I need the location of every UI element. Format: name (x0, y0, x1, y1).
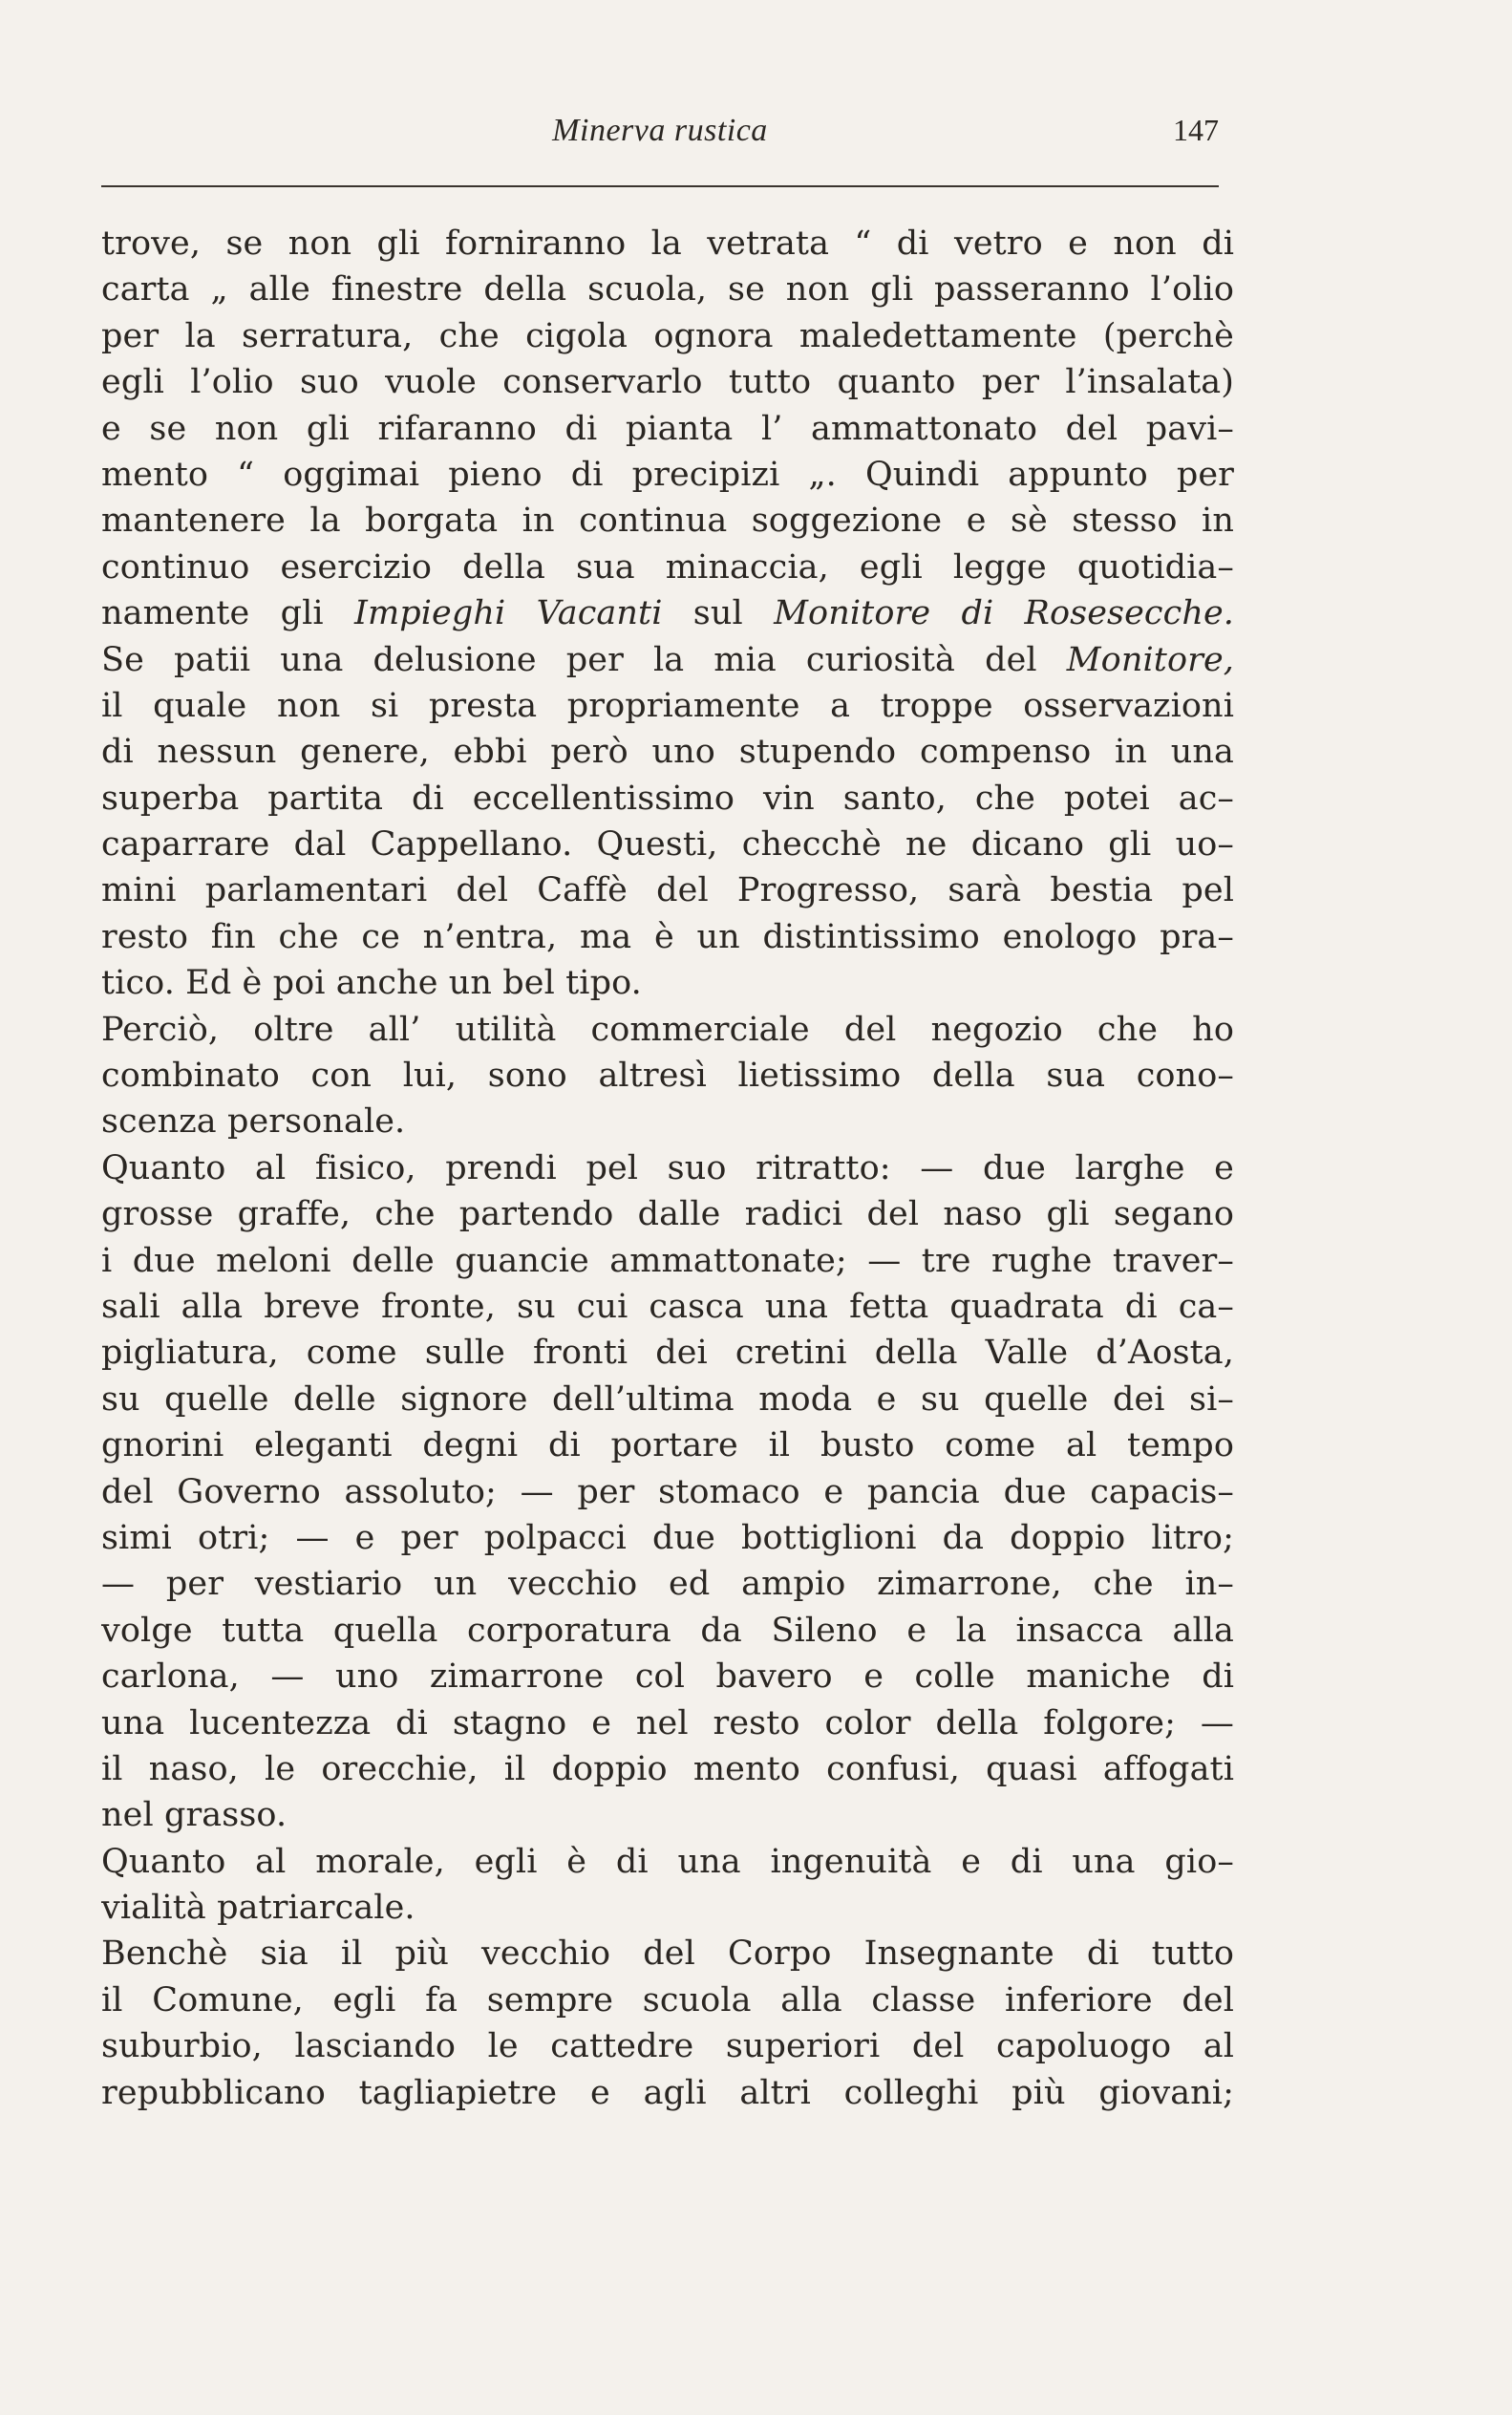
italic-text: Monitore, (1066, 640, 1234, 679)
text-run: Quanto al morale, egli è di una ingenuità e di una gio– (101, 1842, 1234, 1881)
text-run: Se patii una delusione per la mia curiosità del (101, 640, 1067, 679)
text-line (101, 590, 1234, 636)
text-line (101, 498, 1234, 544)
text-run: il quale non si presta propriamente a troppe osservazioni (101, 686, 1234, 725)
text-run: del Governo assoluto; — per stomaco e pancia due capacis– (101, 1472, 1234, 1511)
text-line (101, 1700, 1234, 1746)
text-run: il naso, le orecchie, il doppio mento confusi, quasi affogati (101, 1749, 1234, 1788)
text-line (101, 1007, 1234, 1053)
text-run: egli l’olio suo vuole conservarlo tutto quanto per l’insalata) (101, 363, 1234, 402)
text-line (101, 1839, 1234, 1885)
text-run: carta „ alle finestre della scuola, se non gli passeranno l’olio (101, 270, 1234, 310)
text-line (101, 867, 1234, 913)
text-run: namente gli (101, 594, 355, 633)
text-line (101, 1191, 1234, 1237)
text-run: repubblicano tagliapietre e agli altri colleghi più giovani; (101, 2073, 1234, 2112)
text-run: Perciò, oltre all’ utilità commerciale del negozio che ho (101, 1010, 1234, 1049)
text-run: Quanto al fisico, prendi pel suo ritratto: — due larghe e (101, 1148, 1234, 1187)
text-run: per la serratura, che cigola ognora maledettamente (perchè (101, 316, 1234, 355)
text-run: sul (662, 594, 775, 633)
text-run: carlona, — uno zimarrone col bavero e colle maniche di (101, 1657, 1234, 1697)
text-run: superba partita di eccellentissimo vin santo, che potei ac– (101, 779, 1234, 818)
text-run: Benchè sia il più vecchio del Corpo Insegnante di tutto (101, 1934, 1234, 1974)
text-line (101, 1053, 1234, 1099)
text-line (101, 1377, 1234, 1422)
text-line (101, 452, 1234, 498)
text-line (101, 1561, 1234, 1607)
body-text (101, 221, 1234, 2116)
text-run: di nessun genere, ebbi però uno stupendo compenso in una (101, 733, 1234, 772)
text-line (101, 1515, 1234, 1561)
text-line (101, 406, 1234, 452)
text-line (101, 776, 1234, 822)
text-line (101, 914, 1234, 960)
text-run: mantenere la borgata in continua soggezione e sè stesso in (101, 502, 1234, 541)
text-line (101, 1469, 1234, 1515)
text-run: gnorini eleganti degni di portare il busto come al tempo (101, 1426, 1234, 1465)
text-line (101, 1284, 1234, 1330)
text-run: scenza personale. (101, 1102, 406, 1142)
text-line (101, 1099, 1234, 1144)
text-line (101, 545, 1234, 590)
text-line (101, 729, 1234, 775)
text-line (101, 1654, 1234, 1699)
text-run: combinato con lui, sono altresì lietissimo della sua cono– (101, 1057, 1234, 1096)
page-number: 147 (1173, 113, 1219, 147)
text-line (101, 637, 1234, 683)
text-run: trove, se non gli forniranno la vetrata “ di vetro e non di (101, 224, 1234, 263)
text-run: il Comune, egli fa sempre scuola alla classe inferiore del (101, 1980, 1234, 2020)
text-line (101, 313, 1234, 359)
text-line (101, 1330, 1234, 1376)
text-line (101, 683, 1234, 729)
text-line (101, 1608, 1234, 1654)
text-run: volge tutta quella corporatura da Sileno e la insacca alla (101, 1611, 1234, 1650)
text-line (101, 1885, 1234, 1931)
text-line (101, 359, 1234, 405)
text-run: mini parlamentari del Caffè del Progresso, sarà bestia pel (101, 871, 1234, 910)
italic-text: Monitore di Rosesecche. (774, 594, 1234, 633)
text-line (101, 1238, 1234, 1284)
running-head (101, 113, 1219, 160)
text-run: caparrare dal Cappellano. Questi, checchè ne dicano gli uo– (101, 825, 1234, 865)
text-run: sali alla breve fronte, su cui casca una fetta quadrata di ca– (101, 1287, 1234, 1326)
text-line (101, 1746, 1234, 1792)
text-run: tico. Ed è poi anche un bel tipo. (101, 964, 642, 1003)
text-run: pigliatura, come sulle fronti dei cretini della Valle d’Aosta, (101, 1334, 1234, 1373)
text-line (101, 1145, 1234, 1191)
text-line (101, 1792, 1234, 1838)
text-line (101, 822, 1234, 867)
italic-text: Impieghi Vacanti (354, 594, 663, 633)
text-run: e se non gli rifaranno di pianta l’ ammattonato del pavi– (101, 409, 1234, 448)
text-run: grosse graffe, che partendo dalle radici del naso gli segano (101, 1195, 1234, 1234)
text-run: simi otri; — e per polpacci due bottiglioni da doppio litro; (101, 1518, 1234, 1557)
text-run: su quelle delle signore dell’ultima moda e su quelle dei si– (101, 1379, 1234, 1419)
text-run: suburbio, lasciando le cattedre superiori del capoluogo al (101, 2027, 1234, 2066)
text-run: resto fin che ce n’entra, ma è un distintissimo enologo pra– (101, 917, 1234, 956)
text-line (101, 960, 1234, 1006)
text-run: i due meloni delle guancie ammattonate; — tre rughe traver– (101, 1241, 1234, 1280)
text-line (101, 1931, 1234, 1977)
running-title: Minerva rustica (552, 113, 768, 148)
text-run: continuo esercizio della sua minaccia, egli legge quotidia– (101, 547, 1234, 587)
text-run: — per vestiario un vecchio ed ampio zimarrone, che in– (101, 1565, 1234, 1604)
text-line (101, 2070, 1234, 2116)
text-line (101, 221, 1234, 267)
header-rule (101, 185, 1219, 187)
text-run: una lucentezza di stagno e nel resto color della folgore; — (101, 1703, 1234, 1742)
text-run: vialità patriarcale. (101, 1889, 415, 1928)
text-line (101, 1977, 1234, 2023)
text-run: mento “ oggimai pieno di precipizi „. Quindi appunto per (101, 455, 1234, 494)
text-run: nel grasso. (101, 1796, 287, 1835)
text-line (101, 267, 1234, 312)
text-line (101, 1422, 1234, 1468)
text-line (101, 2023, 1234, 2069)
